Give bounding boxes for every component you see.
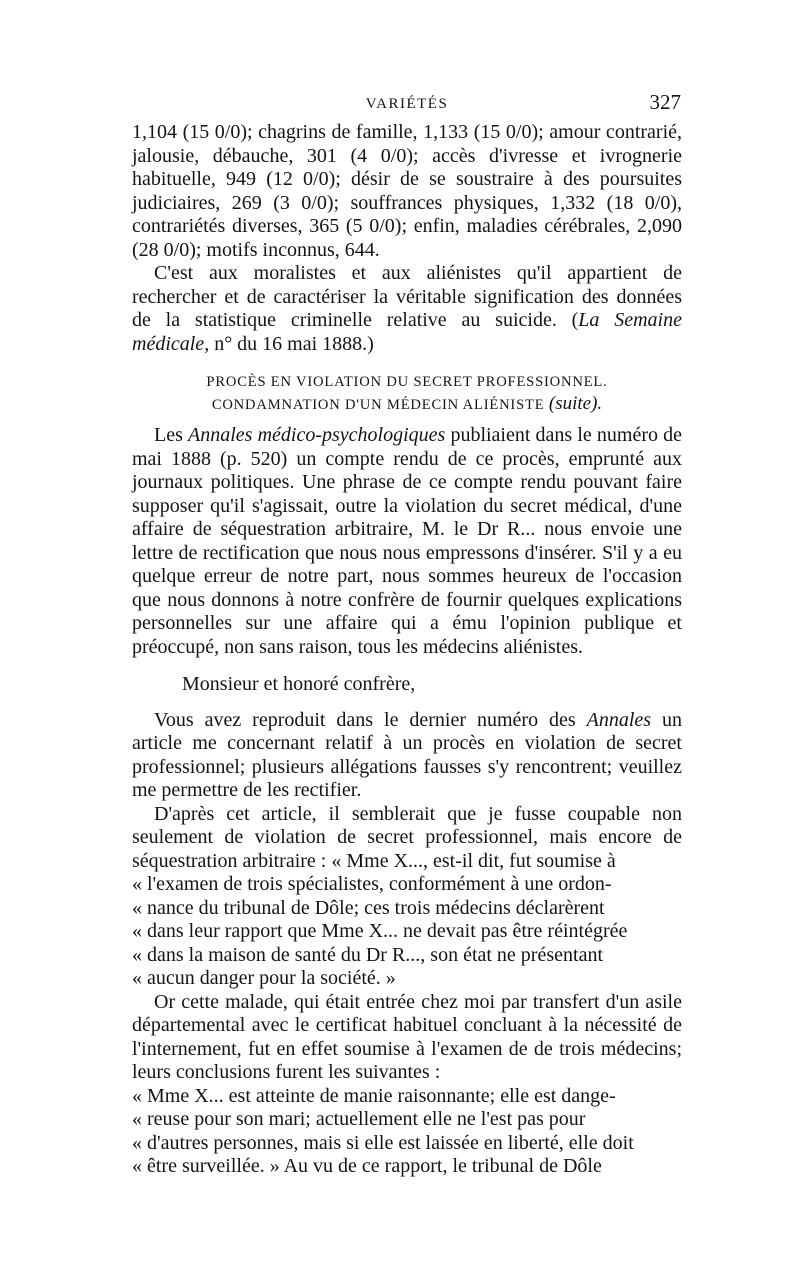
- conclusion-text: C'est aux moralistes et aux aliénistes qu'il appartient de rechercher et de caractériser la véritable signification des données de la statistique criminelle relative au suicide. (: [132, 262, 682, 331]
- letter-p1-pre: Vous avez reproduit dans le dernier numéro des: [154, 708, 587, 731]
- section-heading: [132, 371, 682, 416]
- source-citation: La Semaine médicale,: [132, 309, 682, 355]
- quote-line: « l'examen de trois spécialistes, conformément à une ordon-: [132, 873, 612, 895]
- final-line: « être surveillée. » Au vu de ce rapport, le tribunal de Dôle: [132, 1155, 602, 1177]
- page-number: 327: [649, 90, 681, 114]
- intro-pre: Les: [154, 424, 189, 446]
- letter-paragraph-1: [132, 709, 682, 803]
- quote-line: « nance du tribunal de Dôle; ces trois médecins déclarèrent: [132, 896, 605, 919]
- heading-line-1: PROCÈS EN VIOLATION DU SECRET PROFESSIONNEL.: [206, 374, 608, 390]
- letter-salutation: Monsieur et honoré confrère,: [182, 673, 416, 695]
- letter-paragraph-2: D'après cet article, il semblerait que je fusse coupable non seulement de violation de secret professionnel, mais encore de séquestration arbitraire : « Mme X..., est-il dit, fut soumise à: [132, 802, 682, 872]
- paragraph-conclusion: [132, 262, 682, 356]
- quote-line: « aucun danger pour la société. »: [132, 967, 396, 989]
- heading-suite: (suite).: [548, 393, 603, 414]
- heading-line-2: [132, 393, 682, 416]
- source-date: n° du 16 mai 1888.): [209, 332, 374, 355]
- page-body: [132, 121, 682, 1179]
- letter-journal-title: Annales: [586, 708, 652, 731]
- journal-title: Annales médico-psychologiques: [188, 424, 446, 446]
- quote-line: « d'autres personnes, mais si elle est laissée en liberté, elle doit: [132, 1131, 634, 1154]
- quote-line: « dans la maison de santé du Dr R..., son état ne présentant: [132, 943, 603, 966]
- quote-line: « Mme X... est atteinte de manie raisonnante; elle est dange-: [132, 1084, 616, 1107]
- letter-p1-post: un article me concernant relatif à un procès en violation de secret professionnel; plusieurs allégations fausses s'y rencontrent; veuillez me permettre de les rectifier.: [132, 708, 683, 801]
- quote-line: « reuse pour son mari; actuellement elle ne l'est pas pour: [132, 1108, 586, 1130]
- heading-line-2-text: CONDAMNATION D'UN MÉDECIN ALIÉNISTE: [211, 397, 545, 413]
- paragraph-introduction: [132, 424, 682, 659]
- running-title: VARIÉTÉS: [365, 96, 449, 112]
- letter-paragraph-3: Or cette malade, qui était entrée chez moi par transfert d'un asile départemental avec le certificat habituel concluant à la nécessité de l'internement, fut en effet soumise à l'examen de de trois médecins; leurs conclusions furent les suivantes :: [132, 990, 682, 1083]
- intro-post: publiaient dans le numéro de mai 1888 (p. 520) un compte rendu de ce procès, emprunté aux journaux politiques. Une phrase de ce compte rendu pouvant faire supposer qu'il s'agissait, outre la violation du secret médical, d'une affaire de séquestration arbitraire, M. le Dr R... nous envoie une lettre de rectification que nous nous empressons d'insérer. S'il y a eu quelque erreur de notre part, nous sommes heureux de l'occasion que nous donnons à notre confrère de fournir quelques explications personnelles sur une affaire qui a ému l'opinion publique et préoccupé, non sans raison, tous les médecins aliénistes.: [132, 424, 682, 658]
- quote-line: « dans leur rapport que Mme X... ne devait pas être réintégrée: [132, 920, 628, 942]
- paragraph-statistics: 1,104 (15 0/0); chagrins de famille, 1,133 (15 0/0); amour contrarié, jalousie, débauche, 301 (4 0/0); accès d'ivresse et ivrognerie habituelle, 949 (12 0/0); désir de se soustraire à des poursuites judiciaires, 269 (3 0/0); souffrances physiques, 1,332 (18 0/0), contrariétés diverses, 365 (5 0/0); enfin, maladies cérébrales, 2,090 (28 0/0); motifs inconnus, 644.: [132, 121, 682, 261]
